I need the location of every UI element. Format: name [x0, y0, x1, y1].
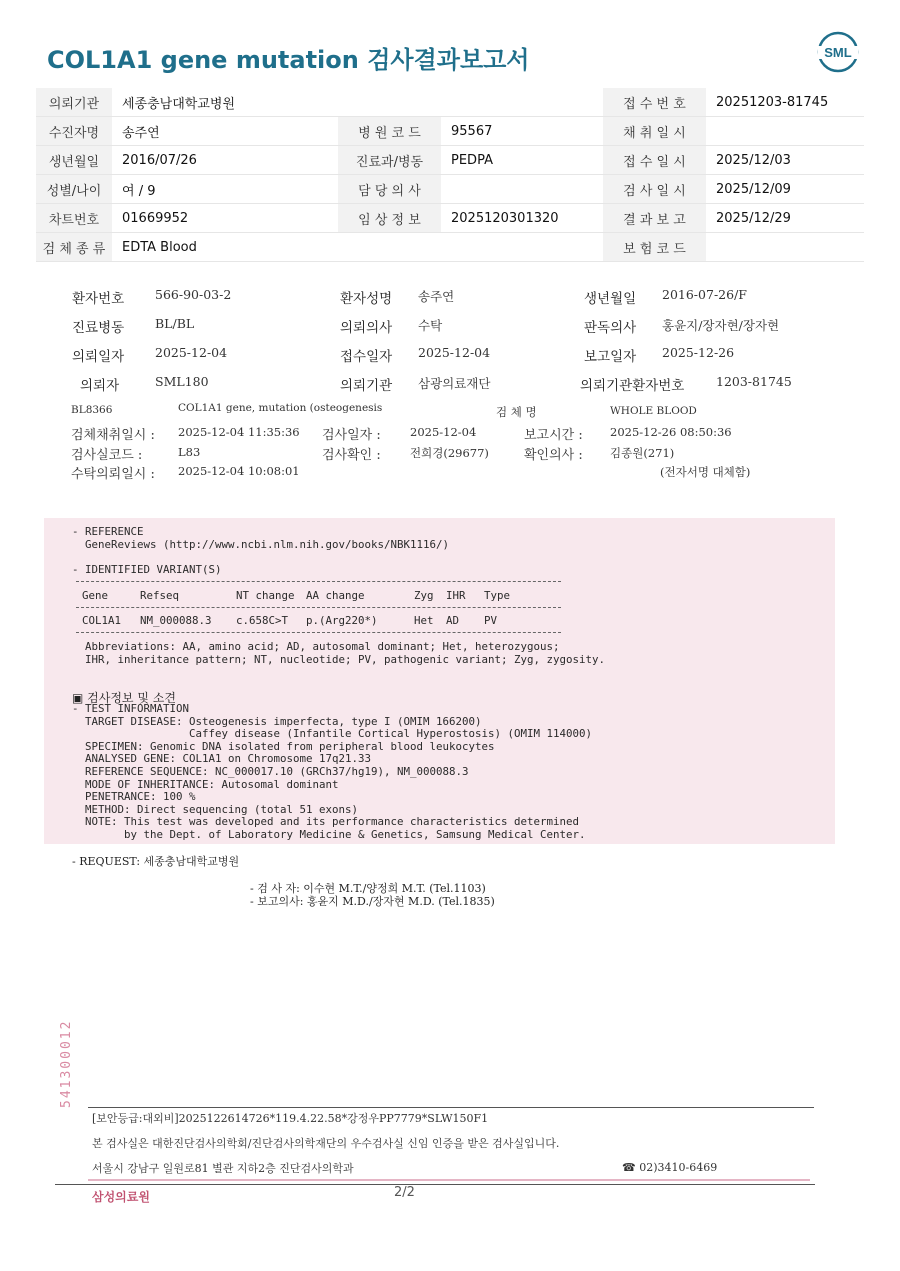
variant-header-cell: Refseq [140, 589, 180, 602]
patient-label: 생년월일 [584, 291, 637, 307]
reference-text: - REFERENCE GeneReviews (http://www.ncbi.nlm.nih.gov/books/NBK1116/) [72, 525, 450, 551]
info-value: 20251203-81745 [706, 88, 864, 117]
footer-divider [88, 1107, 814, 1108]
patient-label: 의뢰기관 [340, 378, 393, 394]
info-label: 생년월일 [36, 146, 112, 175]
esign-note: (전자서명 대체함) [660, 465, 751, 479]
info-label: 임 상 정 보 [338, 204, 441, 233]
reporter-line: - 보고의사: 홍윤지 M.D./장자현 M.D. (Tel.1835) [250, 895, 495, 908]
patient-label: 접수일자 [340, 349, 393, 365]
patient-label: 진료병동 [72, 320, 125, 336]
info-row [36, 88, 864, 117]
specimen-section [0, 400, 900, 485]
outsource-label: 수탁의뢰일시 : [71, 467, 155, 482]
svg-text:SML: SML [824, 45, 852, 60]
variant-title: - IDENTIFIED VARIANT(S) [72, 563, 222, 576]
info-label: 수진자명 [36, 117, 112, 146]
patient-value: 2016-07-26/F [662, 287, 747, 302]
test-information: - TEST INFORMATION TARGET DISEASE: Osteogenesis imperfecta, type I (OMIM 166200) Caffey disease (Infantile Cortical Hyperostosis) (OMIM 114000) SPECIMEN: Genomic DNA isolated from peripheral blood leukocytes ANALYSED GENE: COL1A1 on Chromosome 17q21.33 REFERENCE SEQUENCE: NC_000017.10 (GRCh37/hg19), NM_000088.3 MODE OF INHERITANCE: Autosomal dominant PENETRANCE: 100 % METHOD: Direct sequencing (total 51 exons) NOTE: This test was developed and its performance characteristics determined by the Dept. of Laboratory Medicine & Genetics, Samsung Medical Center. [72, 702, 593, 841]
patient-label: 보고일자 [584, 349, 637, 365]
info-row [36, 175, 864, 204]
tester-line: - 검 사 자: 이수현 M.T./양정희 M.T. (Tel.1103) [250, 882, 486, 895]
variant-header-cell: Gene [82, 589, 109, 602]
info-label: 접 수 번 호 [603, 88, 706, 117]
collect-label: 검체채취일시 : [71, 428, 155, 443]
test-name: COL1A1 gene, mutation (osteogenesis [178, 402, 383, 414]
variant-cell: NM_000088.3 [140, 614, 212, 627]
side-code: 541300012 [59, 1019, 74, 1108]
variant-cell: COL1A1 [82, 614, 122, 627]
patient-value: 홍윤지/장자현/장자현 [662, 318, 780, 333]
info-value: 2025/12/29 [706, 204, 864, 233]
variant-cell: AD [446, 614, 460, 627]
patient-value: 2025-12-26 [662, 345, 735, 360]
info-label: 성별/나이 [36, 175, 112, 204]
variant-header-cell: Type [484, 589, 511, 602]
info-row [36, 117, 864, 146]
patient-label: 의뢰자 [80, 378, 120, 394]
info-value: 2025/12/09 [706, 175, 864, 204]
info-value: 송주연 [112, 117, 338, 146]
cert-line: 본 검사실은 대한진단검사의학회/진단검사의학재단의 우수검사실 신임 인증을 받은 검사실입니다. [92, 1137, 560, 1150]
patient-section [0, 282, 900, 392]
info-value [441, 233, 603, 262]
patient-value: 송주연 [418, 289, 455, 304]
info-label: 담 당 의 사 [338, 175, 441, 204]
info-label: 채 취 일 시 [603, 117, 706, 146]
info-value: EDTA Blood [112, 233, 338, 262]
divider [76, 632, 561, 633]
info-value: 2016/07/26 [112, 146, 338, 175]
info-value: 세종충남대학교병원 [112, 88, 338, 117]
variant-header-cell: Zyg [414, 589, 434, 602]
info-value: 01669952 [112, 204, 338, 233]
confirm-value: 전희경(29677) [410, 446, 489, 460]
info-value [441, 88, 603, 117]
patient-value: 삼광의료재단 [418, 376, 491, 391]
report-title: COL1A1 gene mutation 검사결과보고서 [47, 46, 530, 74]
confirm-label: 검사확인 : [322, 448, 381, 463]
patient-value: 1203-81745 [716, 374, 792, 389]
info-row [36, 233, 864, 262]
divider [76, 581, 561, 582]
info-value: PEDPA [441, 146, 603, 175]
patient-label: 의뢰기관환자번호 [580, 378, 685, 394]
specimen-value: WHOLE BLOOD [610, 405, 697, 417]
patient-label: 의뢰의사 [340, 320, 393, 336]
patient-label: 의뢰일자 [72, 349, 125, 365]
patient-value: SML180 [155, 374, 209, 389]
patient-value: 2025-12-04 [418, 345, 491, 360]
specimen-label: 검 체 명 [496, 405, 537, 419]
info-label: 접 수 일 시 [603, 146, 706, 175]
variant-header-cell: NT change [236, 589, 295, 602]
collect-value: 2025-12-04 11:35:36 [178, 425, 300, 439]
section-title: ▣ 검사정보 및 소견 [72, 691, 176, 705]
info-table [36, 88, 864, 262]
info-label: 검 사 일 시 [603, 175, 706, 204]
patient-label: 판독의사 [584, 320, 637, 336]
info-value [706, 233, 864, 262]
lab-label: 검사실코드 : [71, 448, 143, 463]
divider [76, 607, 561, 608]
info-label: 결 과 보 고 [603, 204, 706, 233]
info-value: 2025/12/03 [706, 146, 864, 175]
info-value: 여 / 9 [112, 175, 338, 204]
patient-value: 566-90-03-2 [155, 287, 232, 302]
info-label [338, 88, 441, 117]
variant-header-cell: AA change [306, 589, 365, 602]
info-label: 진료과/병동 [338, 146, 441, 175]
info-label: 차트번호 [36, 204, 112, 233]
address-line: 서울시 강남구 일원로81 별관 지하2층 진단검사의학과 [92, 1162, 354, 1175]
hospital-name: 삼성의료원 [92, 1190, 150, 1204]
variant-header-cell: IHR [446, 589, 466, 602]
testdate-value: 2025-12-04 [410, 425, 477, 439]
testdate-label: 검사일자 : [322, 428, 381, 443]
info-row [36, 204, 864, 233]
request-line: - REQUEST: 세종충남대학교병원 [72, 855, 240, 868]
variant-cell: Het [414, 614, 434, 627]
info-label: 의뢰기관 [36, 88, 112, 117]
security-line: [보안등급:대외비]2025122614726*119.4.22.58*강정우PP7779*SLW150F1 [92, 1112, 489, 1125]
page-number: 2/2 [394, 1185, 415, 1200]
info-value: 95567 [441, 117, 603, 146]
patient-value: 2025-12-04 [155, 345, 228, 360]
variant-cell: PV [484, 614, 498, 627]
abbreviations: Abbreviations: AA, amino acid; AD, autosomal dominant; Het, heterozygous; IHR, inheritance pattern; NT, nucleotide; PV, pathogenic variant; Zyg, zygosity. [85, 640, 606, 666]
doctor-label: 확인의사 : [524, 448, 583, 463]
footer-divider [55, 1184, 815, 1185]
variant-table-row [82, 615, 582, 629]
lab-value: L83 [178, 445, 201, 459]
info-value [706, 117, 864, 146]
reporttime-label: 보고시간 : [524, 428, 583, 443]
info-label: 병 원 코 드 [338, 117, 441, 146]
patient-label: 환자성명 [340, 291, 393, 307]
info-label: 검 체 종 류 [36, 233, 112, 262]
info-value [441, 175, 603, 204]
sml-logo [816, 30, 860, 74]
info-row [36, 146, 864, 175]
variant-cell: c.658C>T [236, 614, 289, 627]
patient-value: 수탁 [418, 318, 443, 333]
reporttime-value: 2025-12-26 08:50:36 [610, 425, 732, 439]
test-code: BL8366 [71, 404, 113, 416]
info-value: 2025120301320 [441, 204, 603, 233]
variant-table-header [82, 590, 582, 604]
footer-accent-line [88, 1179, 810, 1181]
patient-value: BL/BL [155, 316, 195, 331]
doctor-value: 김종원(271) [610, 446, 675, 460]
info-label [338, 233, 441, 262]
outsource-value: 2025-12-04 10:08:01 [178, 464, 300, 478]
variant-cell: p.(Arg220*) [306, 614, 378, 627]
patient-label: 환자번호 [72, 291, 125, 307]
phone-line: ☎ 02)3410-6469 [622, 1161, 718, 1174]
info-label: 보 험 코 드 [603, 233, 706, 262]
